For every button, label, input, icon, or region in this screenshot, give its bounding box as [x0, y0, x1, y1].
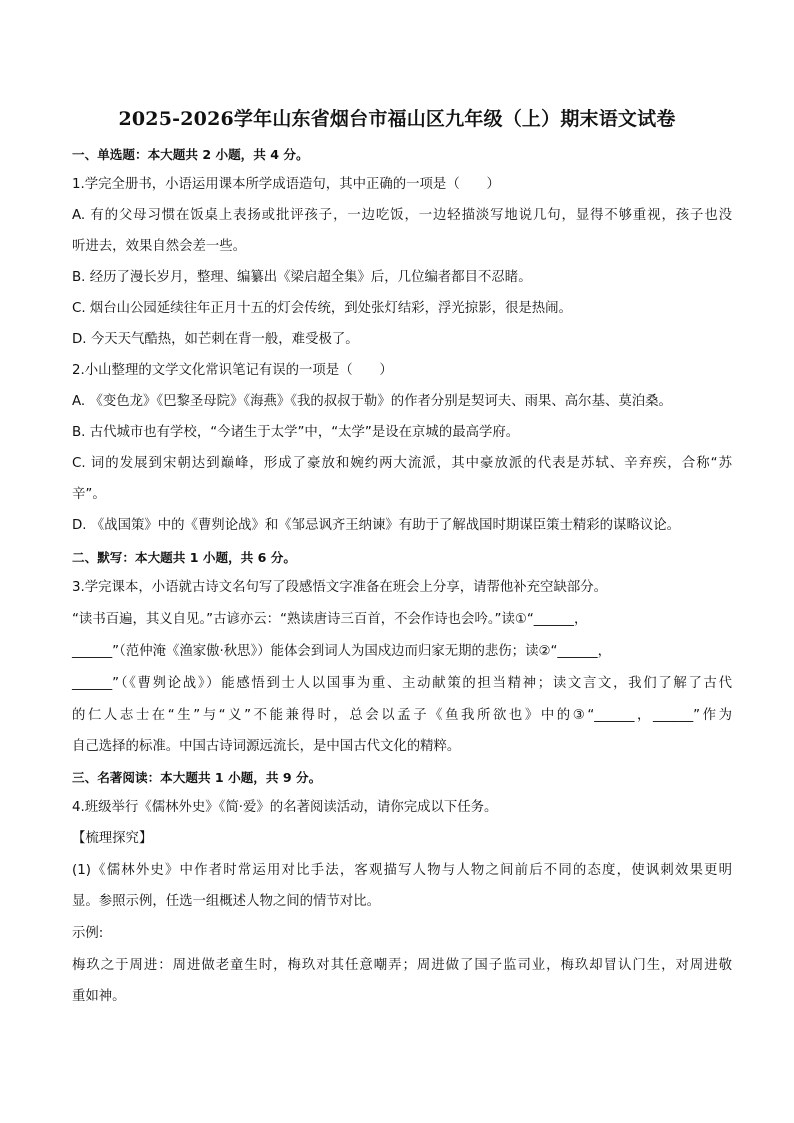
- question-3-passage-line-3: ______”（《曹刿论战》）能感悟到士人以国事为重、主动献策的担当精神；读文言文，我们了解了古代: [72, 676, 732, 691]
- question-1-option-a-continued: 听进去，效果自然会差一些。: [72, 239, 247, 254]
- question-2-option-c: C. 词的发展到宋朝达到巅峰，形成了豪放和婉约两大流派，其中豪放派的代表是苏轼、辛弃疾，合称“苏: [72, 456, 732, 471]
- question-1-option-a: A. 有的父母习惯在饭桌上表扬或批评孩子，一边吃饭，一边轻描淡写地说几句，显得不够重视，孩子也没: [72, 208, 732, 223]
- section-heading-classic-reading: 三、名著阅读：本大题共 1 小题，共 9 分。: [72, 770, 322, 785]
- question-4-example-line-1: 梅玖之于周进：周进做老童生时，梅玖对其任意嘲弄；周进做了国子监司业，梅玖却冒认门生，对周进敬: [72, 958, 732, 973]
- section-heading-dictation: 二、默写：本大题共 1 小题，共 6 分。: [72, 550, 296, 565]
- question-4-task-1-line-2: 显。参照示例，任选一组概述人物之间的情节对比。: [72, 894, 380, 909]
- exam-title: 2025-2026学年山东省烟台市福山区九年级（上）期末语文试卷: [118, 108, 676, 130]
- question-2-option-b: B. 古代城市也有学校，“今诸生于太学”中，“太学”是设在京城的最高学府。: [72, 425, 520, 440]
- question-3-passage-line-1: “读书百遍，其义自见。”古谚亦云：“熟读唐诗三百首，不会作诗也会吟。”读①“______，: [72, 612, 588, 627]
- question-1-option-d: D. 今天天气酷热，如芒刺在背一般，难受极了。: [72, 332, 359, 347]
- question-2-option-d: D. 《战国策》中的《曹刿论战》和《邹忌讽齐王纳谏》有助于了解战国时期谋臣策士精彩的谋略议论。: [72, 518, 681, 533]
- section-heading-single-choice: 一、单选题：本大题共 2 小题，共 4 分。: [72, 147, 309, 162]
- question-2-stem: 2.小山整理的文学文化常识笔记有误的一项是（ ）: [72, 363, 393, 378]
- question-3-stem: 3.学完课本，小语就古诗文名句写了段感悟文字准备在班会上分享，请帮他补充空缺部分。: [72, 580, 608, 595]
- question-1-stem: 1.学完全册书，小语运用课本所学成语造句，其中正确的一项是（ ）: [72, 177, 500, 192]
- question-1-option-c: C. 烟台山公园延续往年正月十五的灯会传统，到处张灯结彩，浮光掠影，很是热闹。: [72, 301, 572, 316]
- question-2-option-c-continued: 辛”。: [72, 487, 106, 502]
- question-4-task-heading: 【梳理探究】: [72, 831, 153, 846]
- question-3-passage-line-2: ______”（范仲淹《渔家傲·秋思》）能体会到词人为国戍边而归家无期的悲伤；读②“______，: [72, 644, 611, 659]
- question-3-passage-line-5: 自己选择的标准。中国古诗词源远流长，是中国古代文化的精粹。: [72, 739, 461, 754]
- question-2-option-a: A. 《变色龙》《巴黎圣母院》《海燕》《我的叔叔于勒》的作者分别是契诃夫、雨果、高尔基、莫泊桑。: [72, 394, 672, 409]
- question-3-passage-line-4: 的仁人志士在“生”与“义”不能兼得时，总会以孟子《鱼我所欲也》中的③“______，______”作为: [72, 708, 732, 723]
- question-4-stem: 4.班级举行《儒林外史》《简·爱》的名著阅读活动，请你完成以下任务。: [72, 800, 498, 815]
- question-1-option-b: B. 经历了漫长岁月，整理、编纂出《梁启超全集》后，几位编者都目不忍睹。: [72, 270, 532, 285]
- question-4-example-label: 示例:: [72, 926, 104, 941]
- question-4-example-line-2: 重如神。: [72, 989, 126, 1004]
- question-4-task-1-line-1: (1)《儒林外史》中作者时常运用对比手法，客观描写人物与人物之间前后不同的态度，使讽刺效果更明: [72, 863, 732, 878]
